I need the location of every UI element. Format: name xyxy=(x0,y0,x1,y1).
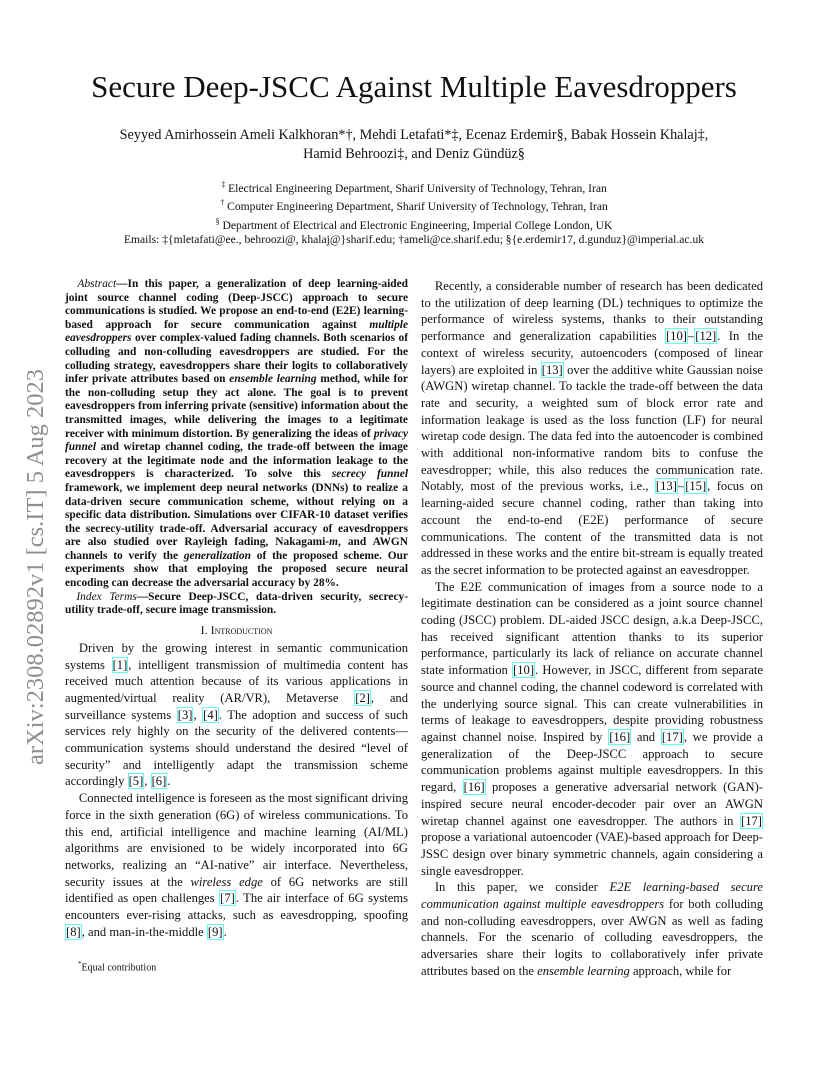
citation-link[interactable]: [5] xyxy=(128,774,144,789)
right-paragraph-2: The E2E communication of images from a source node to a legitimate destination can be considered as a joint source channel coding (JSCC) problem. DL-aided JSCC design, a.k.a Deep-JSCC, has received significant attention thanks to its superior performance, particularly its lack of reliance on accurate channel state information [10]. However, in JSCC, different from separate source and channel coding, the channel codeword is correlated with the underlying source signal. This can create vulnerabilities in terms of leakage to eavesdroppers, despite providing robustness against channel noise. Inspired by [16] and [17], we provide a generalization of the Deep-JSCC approach to secure communication problems against multiple eavesdroppers. In this regard, [16] proposes a generative adversarial network (GAN)-inspired secure neural encoder-decoder pair over an AWGN wiretap channel against one eavesdropper. The authors in [17] propose a variational autoencoder (VAE)-based approach for Deep-JSSC design over binary symmetric channels, again considering a single eavesdropper. xyxy=(421,579,763,878)
citation-link[interactable]: [13] xyxy=(655,479,677,494)
section-heading: I. Introduction xyxy=(200,622,273,637)
citation-link[interactable]: [10] xyxy=(513,663,535,678)
citation-link[interactable]: [15] xyxy=(685,479,707,494)
citation-link[interactable]: [16] xyxy=(609,729,631,744)
affiliations xyxy=(40,178,788,248)
citation-link[interactable]: [12] xyxy=(695,329,717,344)
abstract: Abstract—In this paper, a generalization of deep learning-aided joint source channel coding (Deep-JSCC) approach to secure communications is studied. We propose an end-to-end (E2E) learning-based approach for secure communication against multiple eavesdroppers over complex-valued fading channels. Both scenarios of colluding and non-colluding eavesdroppers are studied. For the colluding strategy, eavesdroppers share their logits to collaboratively infer private attributes based on ensemble learning method, while for the non-colluding setup they act alone. The goal is to prevent eavesdroppers from inferring private (sensitive) information about the transmitted images, while delivering the images to a legitimate receiver with minimum distortion. By generalizing the ideas of privacy funnel and wiretap channel coding, the trade-off between the image recovery at the legitimate node and the information leakage to the eavesdroppers is characterized. To solve this secrecy funnel framework, we implement deep neural networks (DNNs) to realize a data-driven secure communication scheme, without relying on a specific data distribution. Simulations over CIFAR-10 dataset verifies the secrecy-utility trade-off. Adversarial accuracy of eavesdroppers are also studied over Rayleigh fading, Nakagami-m, and AWGN channels to verify the generalization of the proposed scheme. Our experiments show that employing the proposed secure neural encoding can decrease the adversarial accuracy by 28%. xyxy=(65,278,409,590)
citation-link[interactable]: [17] xyxy=(661,729,683,744)
citation-link[interactable]: [13] xyxy=(541,362,563,377)
left-column xyxy=(65,278,408,941)
citation-link[interactable]: [1] xyxy=(112,657,128,672)
arxiv-stamp xyxy=(2,265,49,765)
citation-link[interactable]: [6] xyxy=(151,774,167,789)
footnote: *Equal contribution xyxy=(78,960,157,974)
author-list xyxy=(60,126,768,164)
citation-link[interactable]: [8] xyxy=(66,924,81,939)
intro-paragraph-2: Connected intelligence is foreseen as the most significant driving force in the sixth generation (6G) of wireless communications. To this end, artificial intelligence and machine learning (AI/ML) algorithms are envisioned to be widely incorporated into 6G networks, realizing an “AI-native” air interface. Nevertheless, security issues at the wireless edge of 6G networks are still identified as open challenges [7]. The air interface of 6G systems encounters ever-rising attacks, such as eavesdropping, spoofing [8], and man-in-the-middle [9]. xyxy=(65,791,409,939)
citation-link[interactable]: [10] xyxy=(665,329,687,344)
intro-paragraph-1: Driven by the growing interest in semantic communication systems [1], intelligent transmission of multimedia content has received much attention because of its various applications in augmented/virtual reality (AR/VR), Metaverse [2], and surveillance systems [3], [4]. The adoption and success of such services rely highly on the security of the delivered contents—communication systems should understand the desired “level of security” and intelligently adapt the transmission scheme accordingly [5], [6]. xyxy=(65,640,409,789)
citation-link[interactable]: [7] xyxy=(220,891,235,906)
paper-title: Secure Deep-JSCC Against Multiple Eavesdroppers xyxy=(91,69,737,104)
citation-link[interactable]: [2] xyxy=(355,690,370,705)
right-paragraph-3: In this paper, we consider E2E learning-based secure communication against multiple eavesdroppers for both colluding and non-colluding eavesdroppers, over AWGN as well as fading channels. For the scenario of colluding eavesdroppers, the adversaries share their logits to collaboratively infer private attributes based on the ensemble learning approach, while for xyxy=(421,880,763,978)
citation-link[interactable]: [9] xyxy=(207,924,223,939)
citation-link[interactable]: [3] xyxy=(177,707,193,722)
citation-link[interactable]: [4] xyxy=(203,707,218,722)
author-line-1: Seyyed Amirhossein Ameli Kalkhoran*†, Mehdi Letafati*‡, Ecenaz Erdemir§, Babak Hossein Khalaj‡, xyxy=(119,127,709,143)
citation-link[interactable]: [17] xyxy=(741,813,762,828)
right-column xyxy=(421,278,763,980)
affiliation-3: § Department of Electrical and Electronic Engineering, Imperial College London, UK xyxy=(215,216,613,232)
citation-link[interactable]: [16] xyxy=(463,780,485,795)
affiliation-2: † Computer Engineering Department, Sharif University of Technology, Tehran, Iran xyxy=(220,198,608,214)
index-terms: Index Terms—Secure Deep-JSCC, data-driven security, secrecy-utility trade-off, secure image transmission. xyxy=(65,590,408,617)
right-paragraph-1: Recently, a considerable number of research has been dedicated to the utilization of deep learning (DL) techniques to optimize the performance of wireless systems, thanks to their outstanding performance and generalization capabilities [10]–[12]. In the context of wireless security, autoencoders (composed of linear layers) are exploited in [13] over the additive white Gaussian noise (AWGN) wiretap channel. To tackle the trade-off between the data rate and security, a weighted sum of block error rate and information leakage is used as the loss function (LF) for neural wiretap code design. The data fed into the autoencoder is combined with additional non-informative random bits to confuse the eavesdropper; while, this also reduces the communication rate. Notably, most of the previous works, i.e., [13]–[15], focus on learning-aided secure channel coding, rather than taking into account the end-to-end (E2E) performance of secure communications. The content of the transmitted data is not addressed in these works and the entire bit-stream is equally treated as the secret information to be protected against an eavesdropper. xyxy=(421,279,764,577)
affiliation-1: ‡ Electrical Engineering Department, Sharif University of Technology, Tehran, Iran xyxy=(221,180,607,195)
arxiv-identifier: arXiv:2308.02892v1 [cs.IT] 5 Aug 2023 xyxy=(22,368,49,765)
author-line-2: Hamid Behroozi‡, and Deniz Gündüz§ xyxy=(303,146,525,162)
emails: Emails: ‡{mletafati@ee., behroozi@, khalaj@}sharif.edu; †ameli@ce.sharif.edu; §{e.erdemir17, d.gunduz}@imperial.ac.uk xyxy=(123,233,705,247)
